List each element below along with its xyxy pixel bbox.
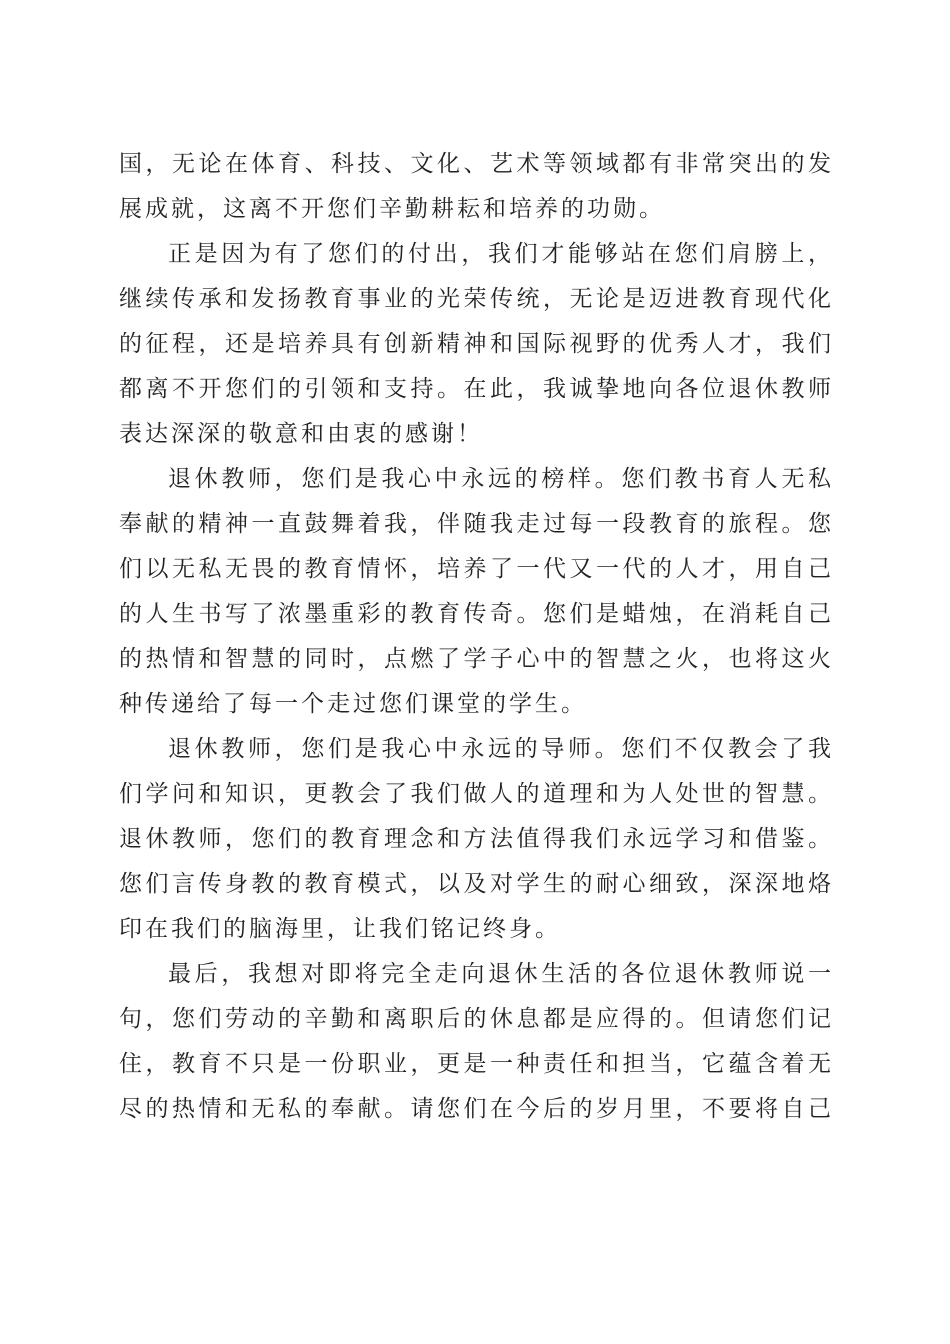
text-line: 尽的热情和无私的奉献。请您们在今后的岁月里，不要将自己 — [119, 1096, 831, 1122]
text-line: 们学问和知识，更教会了我们做人的道理和为人处世的智慧。 — [119, 781, 831, 807]
text-line: 退休教师，您们是我心中永远的导师。您们不仅教会了我 — [168, 736, 831, 762]
text-line: 种传递给了每一个走过您们课堂的学生。 — [119, 691, 587, 717]
text-line: 展成就，这离不开您们辛勤耕耘和培养的功勋。 — [119, 196, 665, 222]
paragraph — [119, 727, 831, 952]
text-line: 都离不开您们的引领和支持。在此，我诚挚地向各位退休教师 — [119, 376, 831, 402]
text-line: 表达深深的敬意和由衷的感谢！ — [119, 421, 483, 447]
paragraph — [119, 232, 831, 457]
text-line: 退休教师，您们的教育理念和方法值得我们永远学习和借鉴。 — [119, 826, 831, 852]
document-body — [119, 142, 831, 1132]
text-line: 退休教师，您们是我心中永远的榜样。您们教书育人无私 — [168, 466, 831, 492]
text-line: 的征程，还是培养具有创新精神和国际视野的优秀人才，我们 — [119, 331, 831, 357]
text-line: 们以无私无畏的教育情怀，培养了一代又一代的人才，用自己 — [119, 556, 831, 582]
text-line: 印在我们的脑海里，让我们铭记终身。 — [119, 916, 561, 942]
text-line: 奉献的精神一直鼓舞着我，伴随我走过每一段教育的旅程。您 — [119, 511, 831, 537]
paragraph — [119, 457, 831, 727]
text-line: 最后，我想对即将完全走向退休生活的各位退休教师说一 — [168, 961, 831, 987]
paragraph — [119, 952, 831, 1132]
text-line: 的人生书写了浓墨重彩的教育传奇。您们是蜡烛，在消耗自己 — [119, 601, 831, 627]
text-line: 的热情和智慧的同时，点燃了学子心中的智慧之火，也将这火 — [119, 646, 831, 672]
text-line: 正是因为有了您们的付出，我们才能够站在您们肩膀上， — [168, 241, 831, 267]
text-line: 句，您们劳动的辛勤和离职后的休息都是应得的。但请您们记 — [119, 1006, 831, 1032]
text-line: 继续传承和发扬教育事业的光荣传统，无论是迈进教育现代化 — [119, 286, 831, 312]
text-line: 住，教育不只是一份职业，更是一种责任和担当，它蕴含着无 — [119, 1051, 831, 1077]
paragraph — [119, 142, 831, 232]
text-line: 国，无论在体育、科技、文化、艺术等领域都有非常突出的发 — [119, 151, 831, 177]
text-line: 您们言传身教的教育模式，以及对学生的耐心细致，深深地烙 — [119, 871, 831, 897]
